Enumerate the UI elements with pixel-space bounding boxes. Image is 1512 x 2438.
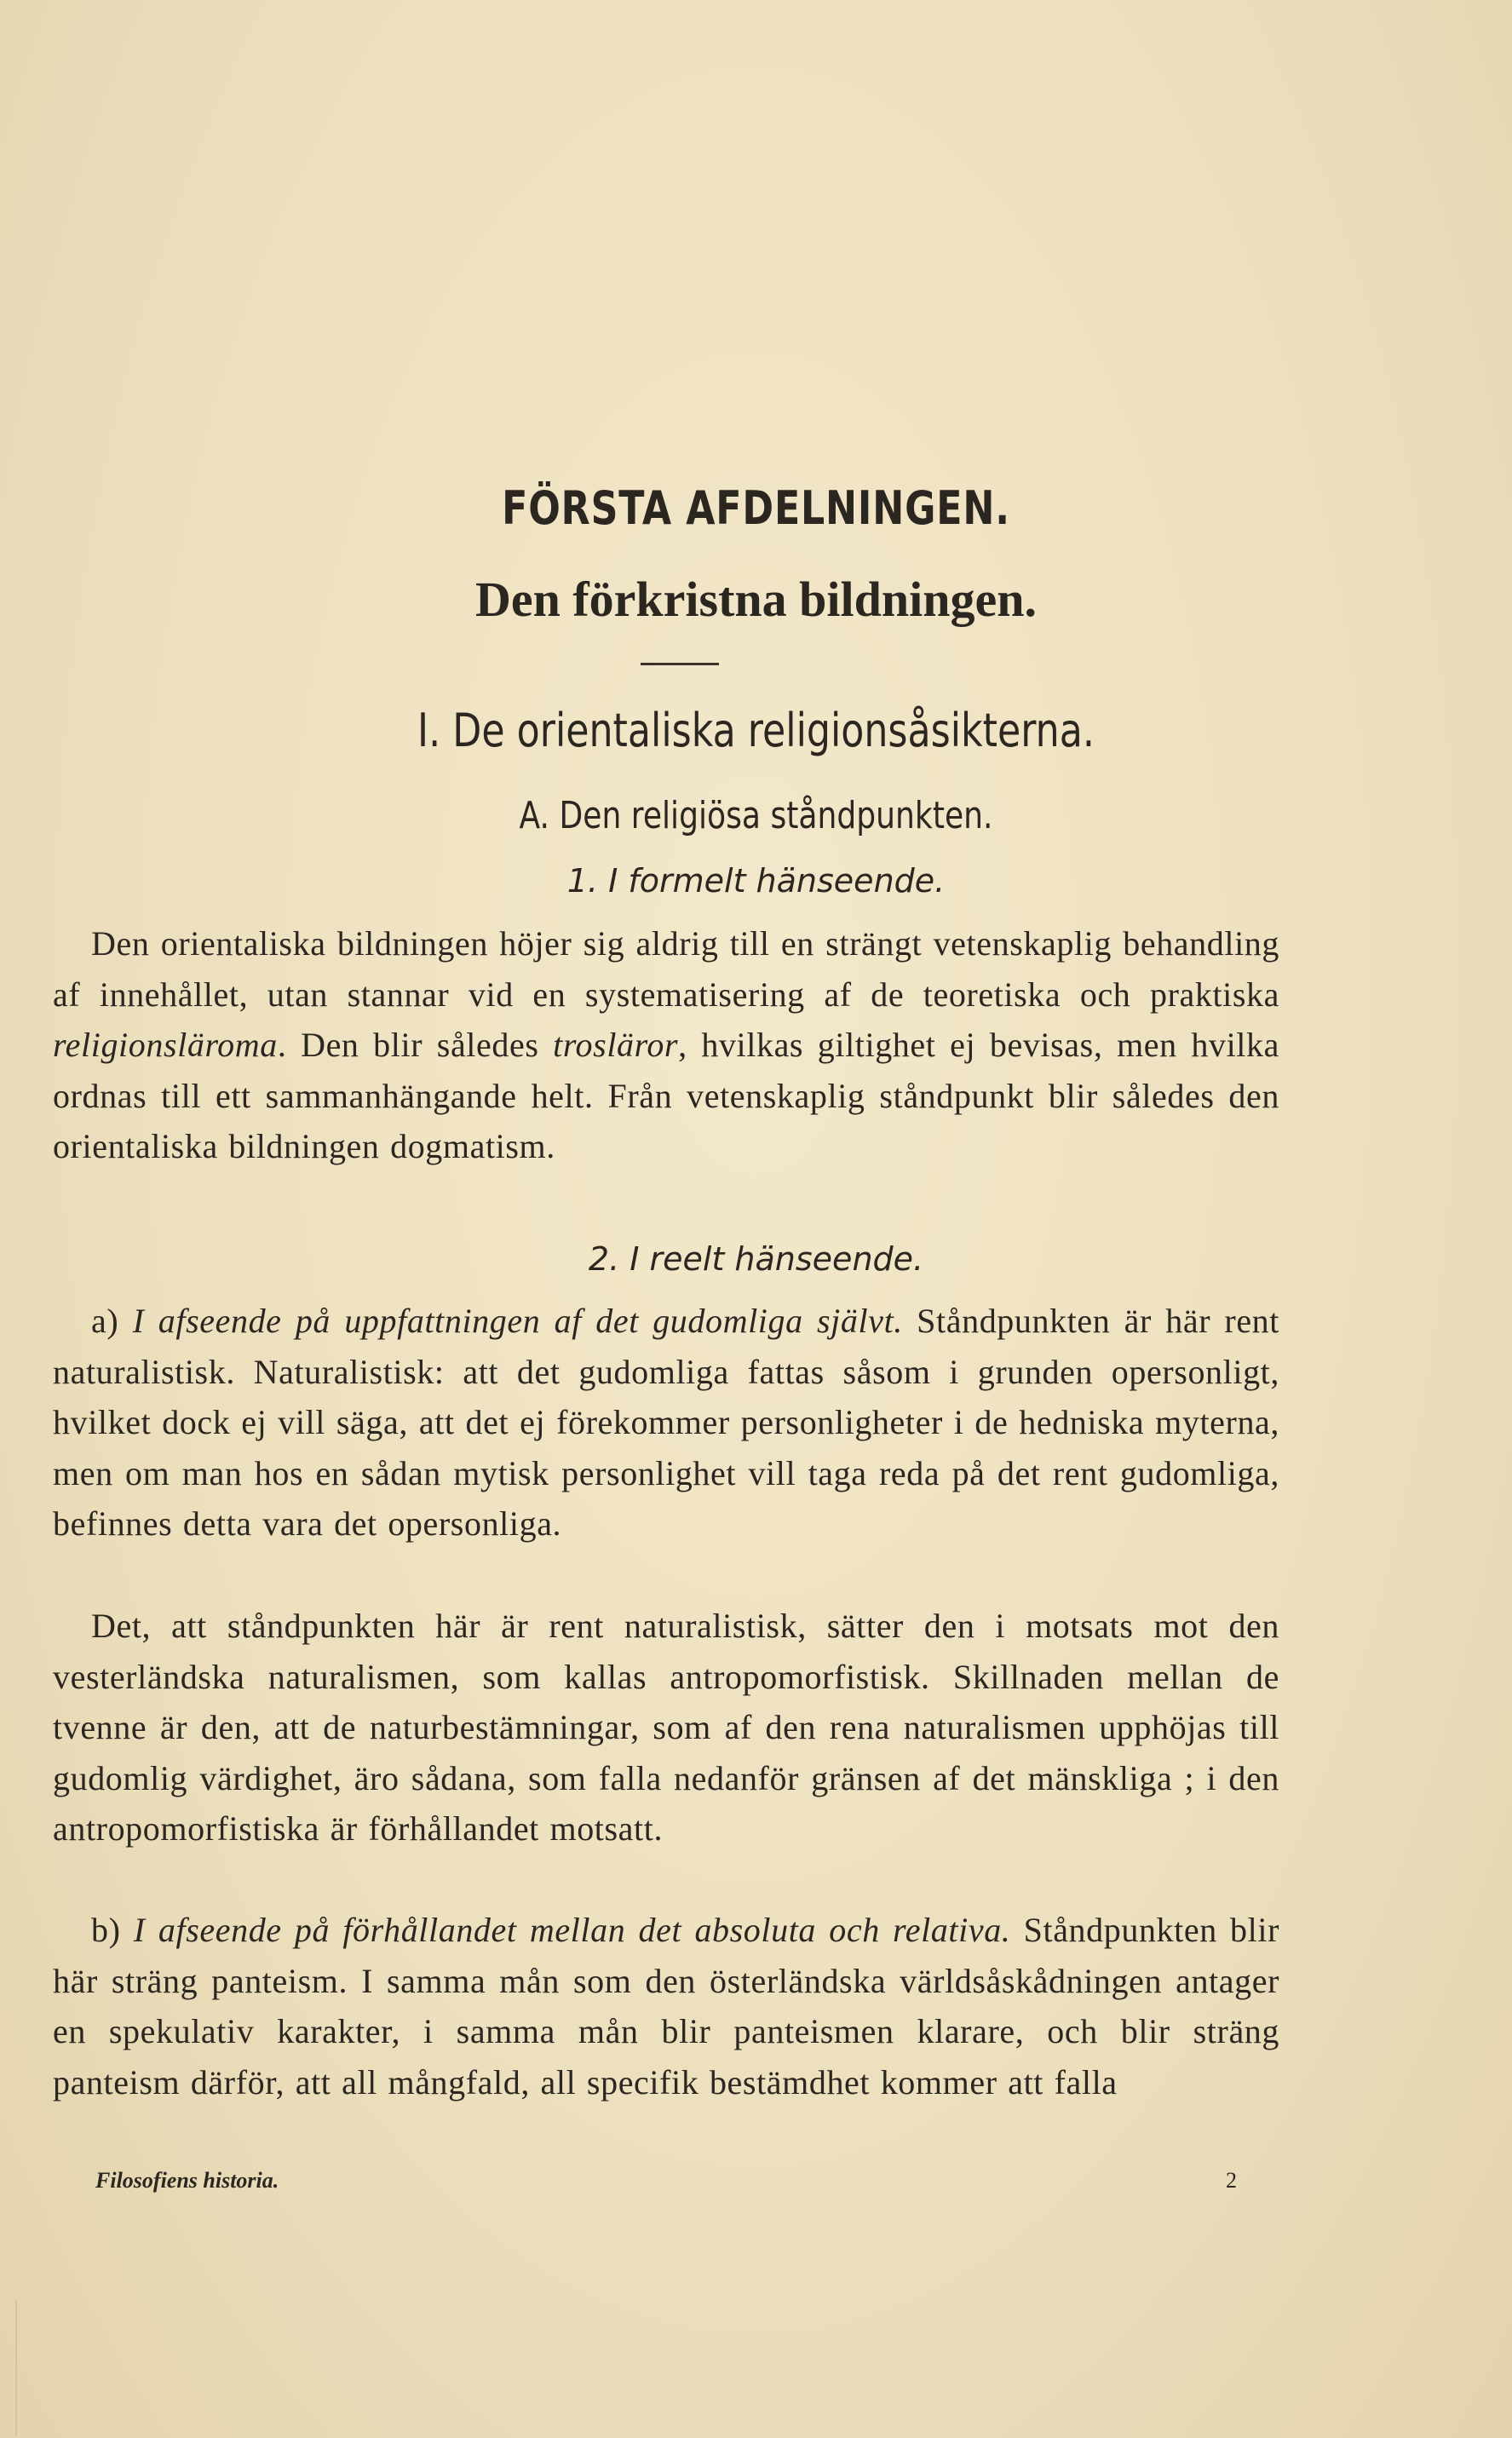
paragraph-text: Ståndpunkten är här rent naturalistisk. Naturalistisk: att det gudomliga fattas såsom i grunden opersonligt, hvilket dock ej vill säga, att det ej förekommer personligheter i de hedniska myterna, men om man hos en sådan mytisk personlighet vill taga reda på det rent gudomliga, befinnes detta vara det opersonliga.	[53, 1302, 1279, 1544]
point2-heading: 2. I reelt hänseende.	[588, 1240, 924, 1278]
subsection-heading: A. Den religiösa ståndpunkten.	[519, 794, 993, 837]
paragraph-naturalism	[53, 1601, 1279, 1854]
section-heading: I. De orientaliska religionsåsikterna.	[417, 704, 1095, 757]
paragraph-text: Det, att ståndpunkten här är rent naturalistisk, sätter den i motsats mot den vesterländska naturalismen, som kallas antropomorfistisk. Skillnaden mellan de tvenne är den, att de naturbestämningar, som af den rena naturalismen upphöjas till gudomlig värdighet, äro sådana, som falla nedanför gränsen af det mänskliga ; i den antropomorfistiska är förhållandet motsatt.	[53, 1607, 1279, 1849]
point1-heading: 1. I formelt hänseende.	[566, 862, 946, 900]
paragraph-formal	[53, 918, 1279, 1172]
emphasis-text: trosläror	[553, 1026, 679, 1065]
divider-rule	[641, 663, 719, 665]
paragraph-a	[53, 1296, 1279, 1550]
emphasis-text: I afseende på förhållandet mellan det absoluta och relativa.	[133, 1911, 1011, 1949]
paragraph-text: Ståndpunkten blir här sträng panteism. I samma mån som den österländska världsåskådningen antager en spekulativ karakter, i samma mån blir panteismen klarare, och blir sträng panteism därför, att all mångfald, all specifik bestämdhet kommer att falla	[53, 1911, 1279, 2102]
book-title: Den förkristna bildningen.	[474, 572, 1038, 627]
footer-signature: 2	[1226, 2168, 1237, 2193]
paragraph-label: a)	[91, 1302, 133, 1340]
paragraph-text: . Den blir således	[277, 1026, 554, 1065]
footer-book-title: Filosofiens historia.	[95, 2168, 279, 2193]
paragraph-label: b)	[91, 1911, 134, 1949]
emphasis-text: I afseende på uppfattningen af det gudomliga självt.	[132, 1302, 903, 1340]
paragraph-text: Den orientaliska bildningen höjer sig aldrig till en strängt vetenskaplig behandling af innehållet, utan stannar vid en systematisering af de teoretiska och praktiska	[53, 924, 1279, 1014]
paragraph-text: , hvilkas giltighet ej bevisas, men hvilka ordnas till ett sammanhängande helt. Från vetenskaplig ståndpunkt blir således den orientaliska bildningen dogmatism.	[53, 1026, 1279, 1166]
emphasis-text: religionsläroma	[53, 1026, 278, 1065]
margin-mark	[15, 2300, 17, 2436]
part-heading: FÖRSTA AFDELNINGEN.	[502, 481, 1010, 535]
paragraph-b	[53, 1905, 1279, 2107]
